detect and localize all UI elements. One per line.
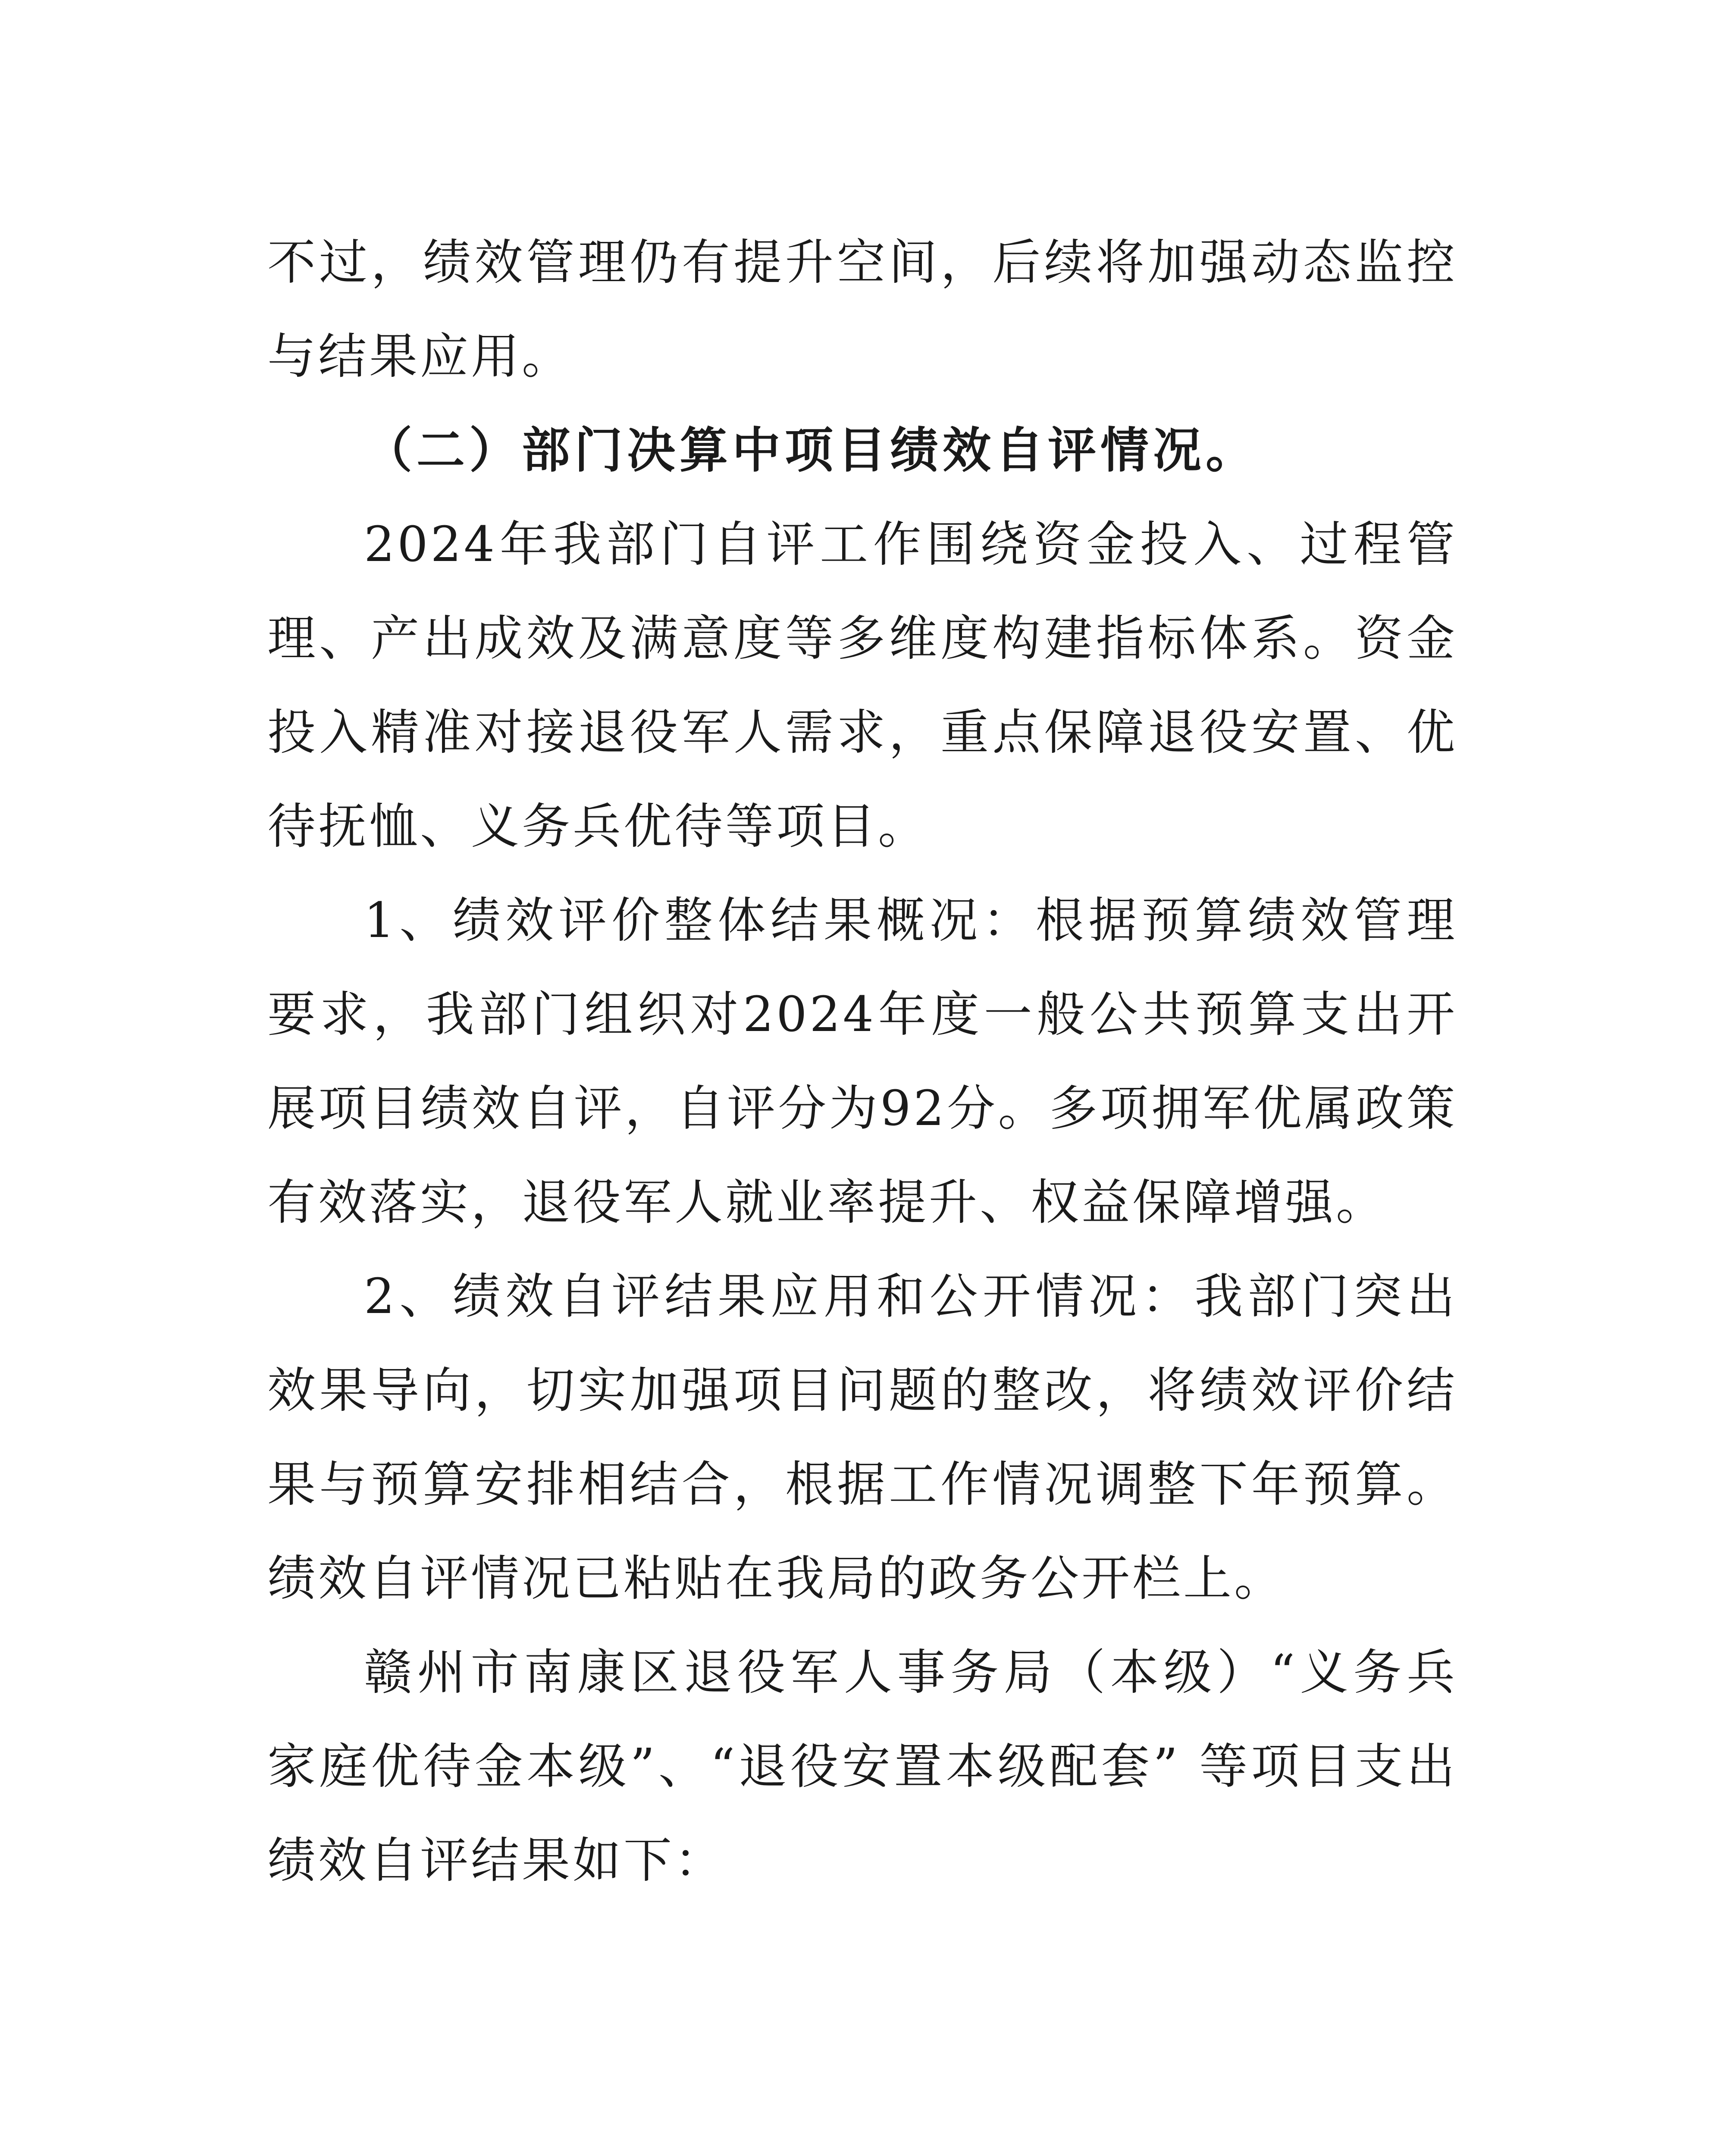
paragraph-result-overview: 1、绩效评价整体结果概况：根据预算绩效管理要求，我部门组织对2024年度一般公共预算支出开展项目绩效自评，自评分为92分。多项拥军优属政策有效落实，退役军人就业率提升、权益保障增强。 — [267, 893, 1457, 1231]
document-body — [267, 216, 1457, 1908]
section-heading: （二）部门决算中项目绩效自评情况。 — [364, 423, 1258, 479]
paragraph-continuation: 不过，绩效管理仍有提升空间，后续将加强动态监控与结果应用。 — [267, 235, 1457, 385]
paragraph-project-results: 赣州市南康区退役军人事务局（本级）“义务兵家庭优待金本级”、“退役安置本级配套” 等项目支出绩效自评结果如下： — [267, 1645, 1457, 1889]
paragraph-result-application: 2、绩效自评结果应用和公开情况：我部门突出效果导向，切实加强项目问题的整改，将绩效评价结果与预算安排相结合，根据工作情况调整下年预算。绩效自评情况已粘贴在我局的政务公开栏上。 — [267, 1269, 1457, 1607]
paragraph-overview: 2024年我部门自评工作围绕资金投入、过程管理、产出成效及满意度等多维度构建指标体系。资金投入精准对接退役军人需求，重点保障退役安置、优待抚恤、义务兵优待等项目。 — [267, 517, 1457, 855]
